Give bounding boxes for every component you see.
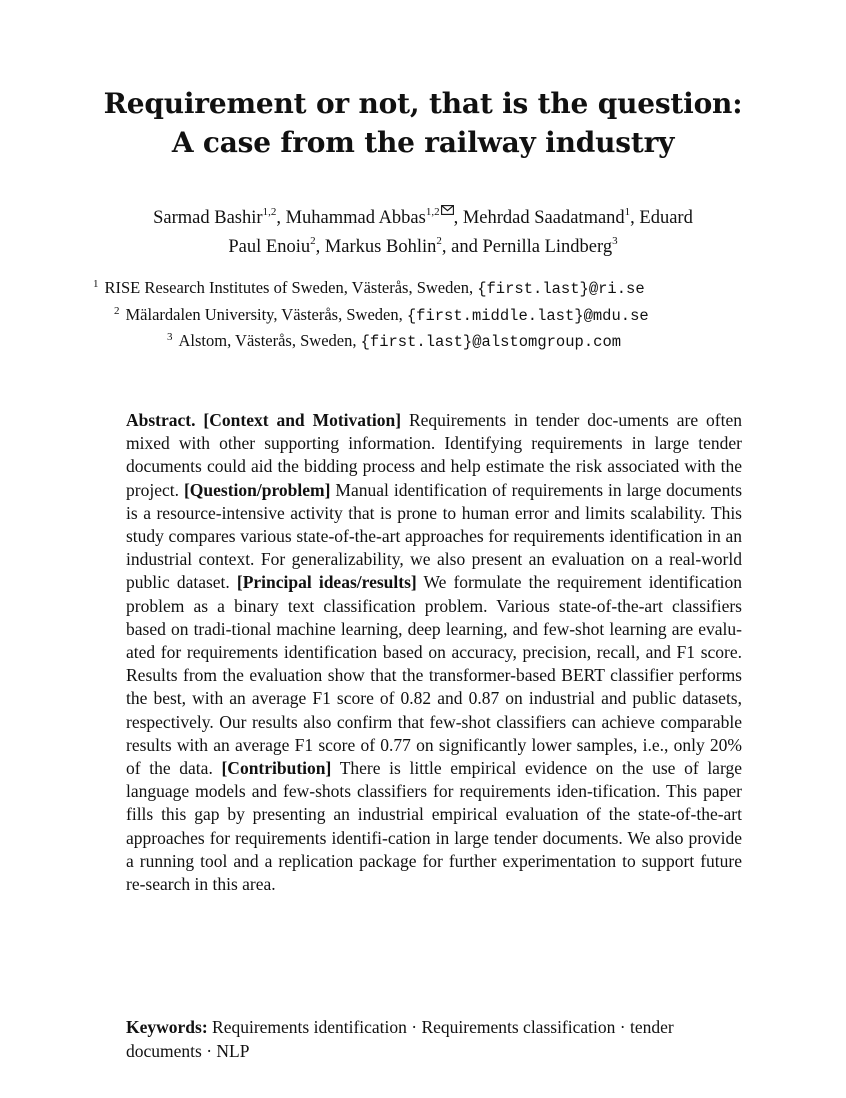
affiliation-number: 2 [114,304,120,317]
affiliation-email-domain: @alstomgroup.com [472,333,622,351]
author-affil-sup: 2 [310,235,316,247]
author-affil-sup: 1 [624,206,631,218]
author-name: Markus Bohlin [324,237,437,257]
affiliation-email-domain: @mdu.se [583,306,649,325]
title-line-1: Requirement or not, that is the question: [103,87,743,120]
affiliation-number: 3 [167,331,173,343]
affiliation-text: Mälardalen University, Västerås, Sweden, [125,304,407,324]
abstract-context-label: [Context and Motivation] [203,410,402,430]
affiliation-email-domain: @ri.se [588,280,645,298]
author-name: Sarmad Bashir [153,208,263,228]
author-name: Muhammad Abbas [285,208,426,228]
abstract-question-text: Manual identification of requirements in large documents is a resource-intensive activity that is prone to human error and limits scalability. This study compares various state-of-the-art approaches for requirements identification in an industrial context. For generalizability, we also present an evaluation on a real-world public dataset. [126,479,742,593]
abstract-principal-text: We formulate the requirement identification problem as a binary text classification problem. Various state-of-the-art classifiers based on tradi-tional machine learning, deep learning, and few-shot learning are evalu-ated for requirements identification based on accuracy, precision, recall, and F1 score. Results from the evaluation show that the transformer-based BERT classifier performs the best, with an average F1 score of 0.82 and 0.87 on industrial and public datasets, respectively. Our results also confirm that few-shot classifiers can achieve comparable results with an average F1 score of 0.77 on significantly lower samples, i.e., only 20% of the data. [126,572,742,779]
title-line-2: A case from the railway industry [171,126,675,159]
abstract [126,409,742,896]
abstract-label: Abstract. [126,410,196,430]
abstract-question-label: [Question/problem] [183,479,331,500]
author-affil-sup: 1,2 [262,206,277,218]
abstract-contribution-text: There is little empirical evidence on the use of large language models and few-shots classifiers for requirements iden-tification. This paper fills this gap by presenting an industrial empirical evaluation of the state-of-the-art approaches for requirements identifi-cation in large tender documents. We also provide a running tool and a replication package for further experimentation to support future re-search in this area. [126,758,742,895]
author-line-2: Paul Enoiu$^2$, Markus Bohlin$^2$, and Pernilla Lindberg$^3$ [228,235,618,257]
author-affil-sup: 1,2 [425,206,440,218]
abstract-principal-label: [Principal ideas/results] [236,572,417,593]
affiliation-3 [0,329,846,356]
author-affil-sup: 3 [612,235,618,247]
keywords [126,1015,742,1063]
author-name: Pernilla Lindberg [482,237,613,257]
abstract-contribution-label: [Contribution] [221,758,332,779]
keywords-label: Keywords: [126,1017,208,1037]
author-name: Eduard [639,208,693,228]
affiliations [0,276,846,356]
author-name: Mehrdad Saadatmand [462,208,625,228]
affiliation-1 [0,276,846,303]
author-line-1: Sarmad Bashir$^{1,2}$, Muhammad Abbas$^{1,2}$ , Mehrdad Saadatmand$^1$, Eduard [153,206,693,228]
affiliation-2 [0,303,846,330]
author-name: Paul Enoiu [228,237,311,257]
abstract-context-text: Requirements in tender doc-uments are often mixed with other supporting information. Identifying requirements in large tender documents could aid the bidding process and help estimate the risk associated with the project. [126,410,743,500]
author-affil-sup: 2 [436,235,442,247]
affiliation-email-user: {first.last} [477,280,589,298]
affiliation-email-user: {first.middle.last} [406,306,584,325]
author-list [60,205,786,263]
affiliation-text: RISE Research Institutes of Sweden, Västerås, Sweden, [104,278,478,297]
keywords-text: Requirements identification · Requirements classification · tender documents · NLP [126,1017,674,1061]
affiliation-text: Alstom, Västerås, Sweden, [178,331,361,350]
author-and: and [451,237,478,257]
affiliation-number: 1 [93,278,99,290]
affiliation-email-user: {first.last} [360,333,473,351]
paper-title [0,84,846,162]
envelope-icon [441,205,454,215]
